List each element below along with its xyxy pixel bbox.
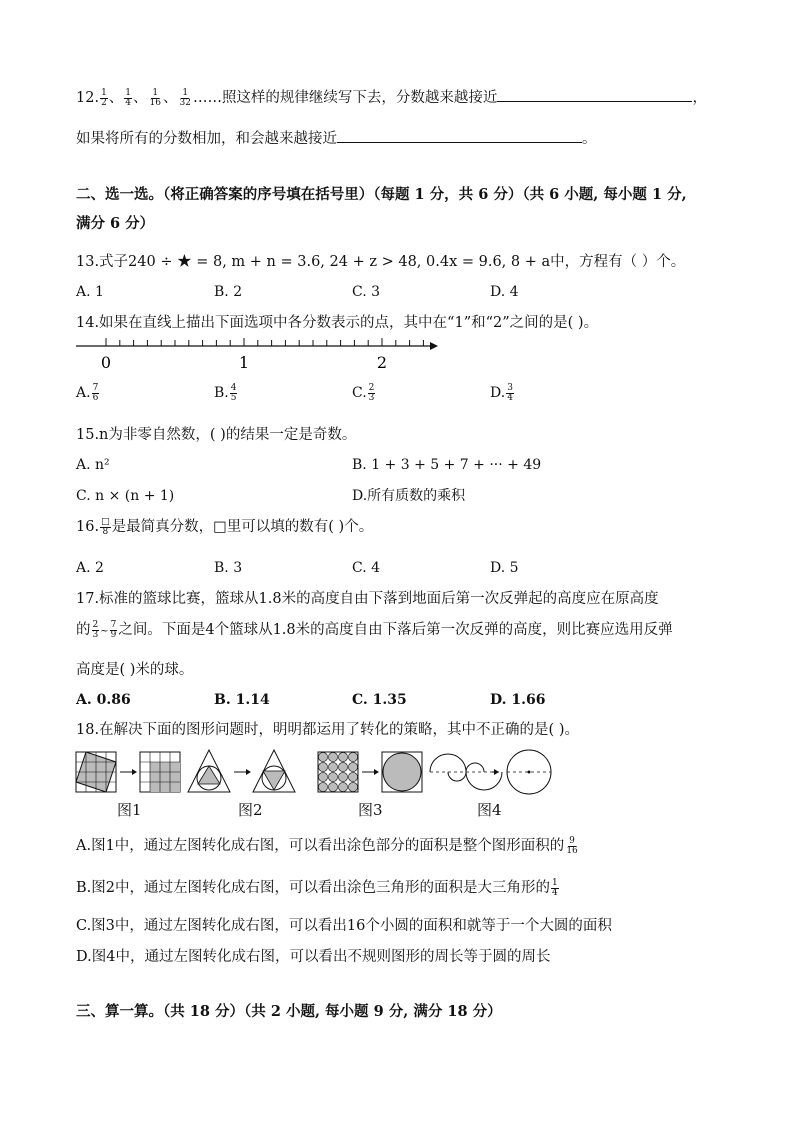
- fig-label-1: 图1: [117, 801, 142, 819]
- fig3-small-circle: [338, 772, 347, 781]
- fig3-small-circle: [328, 772, 337, 781]
- fig3-small-circle: [328, 752, 337, 761]
- question-12-line1: 12. $\frac{1}{2}$ 、 $\frac{1}{4}$ 、 $\frac{1}{16}$ 、 $\frac{1}{32}$ ……照这样的规律继续写下去，分数越来越接近 ，: [76, 87, 707, 108]
- fig3-small-circle: [318, 762, 327, 771]
- q18-figures: [74, 748, 586, 796]
- q16-fraction: $\frac{□}{8}$: [101, 516, 110, 537]
- q13-option-b[interactable]: B. 2: [214, 284, 243, 300]
- q12-frac-1: $\frac{1}{2}$: [101, 87, 107, 108]
- fig3-small-circle: [338, 782, 347, 791]
- section-2-heading-line2: 满分 6 分）: [76, 215, 155, 232]
- q18-option-b[interactable]: B.图2中，通过左图转化成右图，可以看出涂色三角形的面积是大三角形的 $\frac{1}{4}$: [76, 877, 558, 898]
- fig2-left-triangle: [188, 750, 230, 792]
- fig3-small-circle: [348, 762, 357, 771]
- q13-option-c[interactable]: C. 3: [352, 284, 381, 300]
- fig3-small-circle: [318, 782, 327, 791]
- fig4-right-circle: [507, 750, 551, 794]
- q15-option-a[interactable]: A. n²: [76, 457, 110, 473]
- fig3-small-circle: [348, 772, 357, 781]
- q18-option-d[interactable]: D.图4中，通过左图转化成右图，可以看出不规则图形的周长等于圆的周长: [76, 949, 551, 965]
- q13-option-a[interactable]: A. 1: [76, 284, 104, 300]
- q12-frac-4: $\frac{1}{32}$: [179, 87, 191, 108]
- fig3-small-circle: [328, 762, 337, 771]
- q16-option-c[interactable]: C. 4: [352, 560, 381, 576]
- q18-option-c[interactable]: C.图3中，通过左图转化成右图，可以看出16个小圆的面积和就等于一个大圆的面积: [76, 918, 612, 934]
- fig-label-4: 图4: [477, 801, 502, 819]
- tick-label-2: 2: [376, 353, 388, 372]
- fig3-left-circles: [318, 752, 358, 792]
- q14-option-d[interactable]: D. $\frac{3}{4}$: [490, 382, 513, 403]
- fig3-small-circle: [348, 752, 357, 761]
- q17-option-c[interactable]: C. 1.35: [352, 692, 407, 708]
- section-3-heading: 三、算一算。（共 18 分）（共 2 小题, 每小题 9 分, 满分 18 分）: [76, 1003, 502, 1020]
- fig3-right-circle: [382, 752, 422, 792]
- q12-answer-blank-1[interactable]: [497, 87, 692, 102]
- q14-option-c[interactable]: C. $\frac{2}{3}$: [352, 382, 375, 403]
- question-14: 14.如果在直线上描出下面选项中各分数表示的点，其中在“1”和“2”之间的是( )。: [76, 315, 599, 331]
- fig3-small-circle: [348, 782, 357, 791]
- q12-frac-2: $\frac{1}{4}$: [125, 87, 132, 108]
- q12-frac-3: $\frac{1}{16}$: [149, 87, 161, 108]
- q17-option-b[interactable]: B. 1.14: [214, 692, 270, 708]
- section-2-heading-line1: 二、选一选。（将正确答案的序号填在括号里）（每题 1 分，共 6 分）（共 6 小题, 每小题 1 分,: [76, 186, 687, 203]
- tick-label-1: 1: [238, 353, 250, 372]
- question-12-line2: 如果将所有的分数相加，和会越来越接近 。: [76, 128, 597, 149]
- question-15: 15.n为非零自然数，( )的结果一定是奇数。: [76, 427, 357, 443]
- q12-number: 12.: [76, 90, 100, 106]
- q13-option-d[interactable]: D. 4: [490, 284, 519, 300]
- fig2-right-triangle: [253, 750, 295, 792]
- fig3-small-circle: [338, 762, 347, 771]
- q14-option-b[interactable]: B. $\frac{4}{5}$: [214, 382, 237, 403]
- q17-option-d[interactable]: D. 1.66: [490, 692, 546, 708]
- number-line: [74, 336, 438, 372]
- fig1-right-grid: [140, 752, 180, 792]
- fig3-small-circle: [328, 782, 337, 791]
- q16-option-a[interactable]: A. 2: [76, 560, 104, 576]
- fig-label-2: 图2: [238, 801, 263, 819]
- question-16: 16. $\frac{□}{8}$ 是最简真分数，□里可以填的数有( )个。: [76, 516, 374, 537]
- question-18: 18.在解决下面的图形问题时，明明都运用了转化的策略，其中不正确的是( )。: [76, 722, 579, 738]
- fig3-small-circle: [318, 772, 327, 781]
- question-17-line2: 的 $\frac{2}{3}$ ~ $\frac{7}{9}$ 之间。下面是4个篮球从1.8米的高度自由下落后第一次反弹的高度，则比赛应选用反弹: [76, 619, 673, 640]
- question-13: 13.式子240 ÷ ★ = 8, m + n = 3.6, 24 + z > 48, 0.4x = 9.6, 8 + a中，方程有（ ）个。: [76, 254, 686, 270]
- question-17-line3: 高度是( )米的球。: [76, 662, 194, 678]
- q18-option-a[interactable]: A.图1中，通过左图转化成右图，可以看出涂色部分的面积是整个图形面积的 $\frac{9}{16}$: [76, 835, 578, 856]
- question-17-line1: 17.标准的篮球比赛，篮球从1.8米的高度自由下落到地面后第一次反弹起的高度应在原高度: [76, 591, 659, 607]
- fig3-small-circle: [318, 752, 327, 761]
- fig4-left-shape: [430, 754, 502, 790]
- q17-option-a[interactable]: A. 0.86: [76, 692, 131, 708]
- q12-answer-blank-2[interactable]: [337, 128, 582, 143]
- fig3-small-circle: [338, 752, 347, 761]
- q16-option-b[interactable]: B. 3: [214, 560, 243, 576]
- fig-label-3: 图3: [358, 801, 383, 819]
- q14-option-a[interactable]: A. $\frac{7}{6}$: [76, 382, 99, 403]
- q15-option-b[interactable]: B. 1 + 3 + 5 + 7 + ··· + 49: [352, 457, 542, 473]
- q15-option-d[interactable]: D.所有质数的乘积: [352, 488, 466, 504]
- fig1-left-grid: [76, 752, 116, 792]
- q15-option-c[interactable]: C. n × (n + 1): [76, 488, 175, 504]
- q16-option-d[interactable]: D. 5: [490, 560, 519, 576]
- tick-label-0: 0: [100, 353, 112, 372]
